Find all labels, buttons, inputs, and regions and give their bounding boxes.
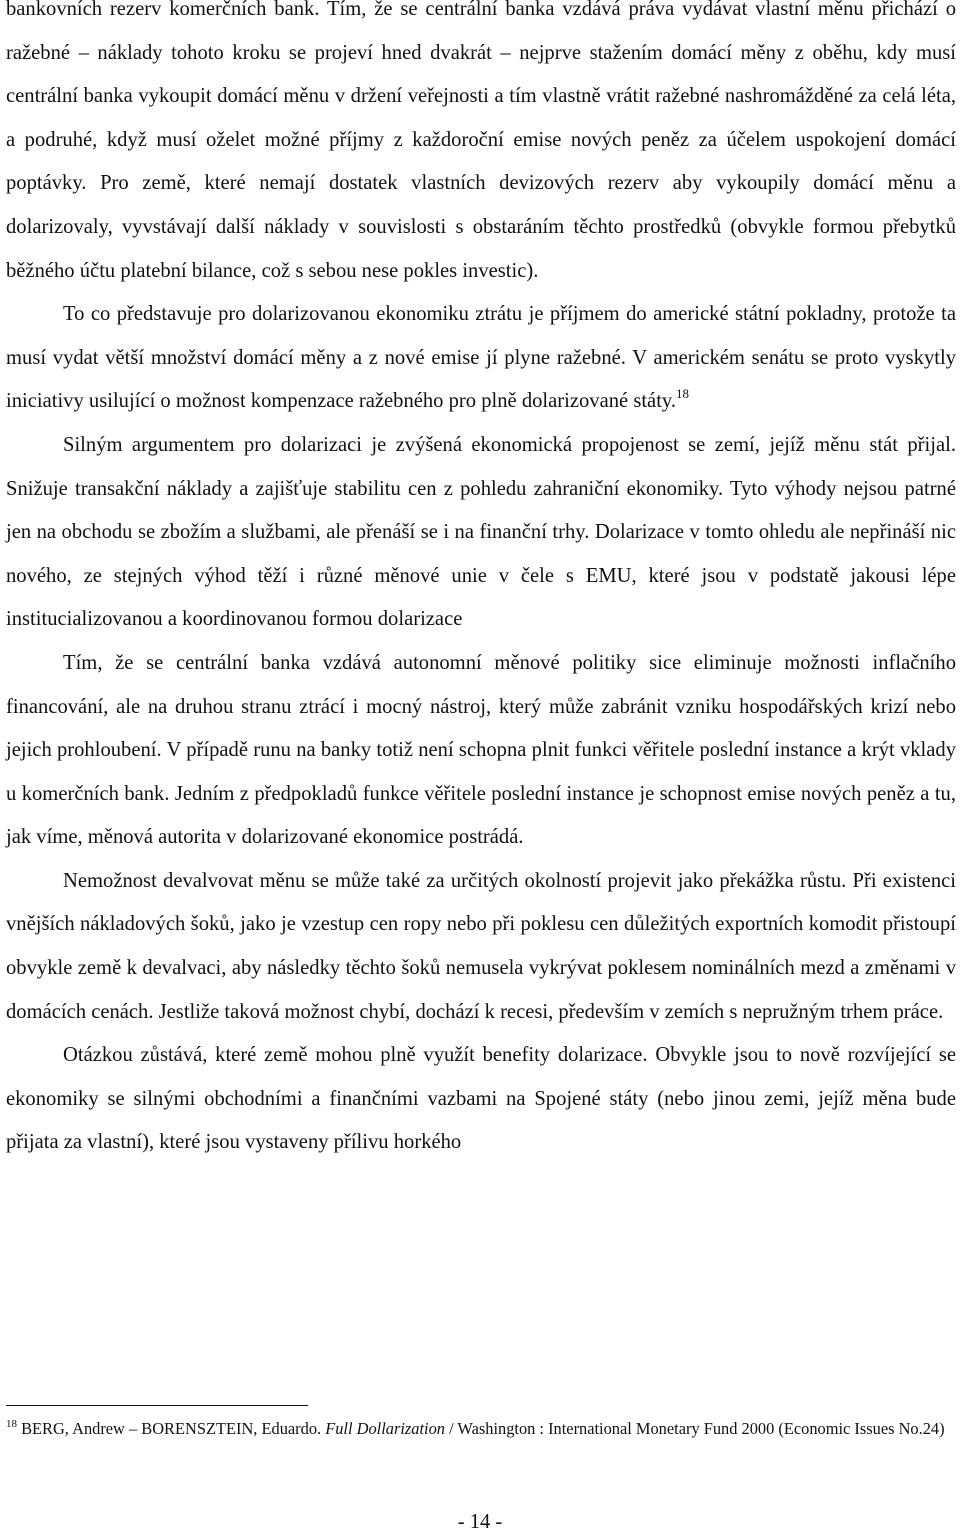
footnote-reference[interactable]: 18: [676, 386, 690, 402]
paragraph-text: Otázkou zůstává, které země mohou plně využít benefity dolarizace. Obvykle jsou to nově rozvíjející se ekonomiky se silnými obchodními a finančními vazbami na Spojené státy (nebo jinou zemi, jejíž měna bude přijata za vlastní), které jsou vystaveny přílivu horkého: [6, 1044, 956, 1154]
paragraph: [6, 1034, 956, 1165]
paragraph-text: bankovních rezerv komerčních bank. Tím, že se centrální banka vzdává práva vydávat vlastní měnu přichází o ražebné – náklady tohoto kroku se projeví hned dvakrát – nejprve stažením domácí měny z oběhu, kdy musí centrální banka vykoupit domácí měnu v držení veřejnosti a tím vlastně vrátit ražebné nashromážděné za celá léta, a podruhé, když musí oželet možné příjmy z každoroční emise nových peněz za účelem uspokojení domácí poptávky. Pro země, které nemají dostatek vlastních devizových rezerv aby vykoupily domácí měnu a dolarizovaly, vyvstávají další náklady v souvislosti s obstaráním těchto prostředků (obvykle formou přebytků běžného účtu platební bilance, což s sebou nese pokles investic).: [6, 0, 956, 282]
paragraph-text: Silným argumentem pro dolarizaci je zvýšená ekonomická propojenost se zemí, jejíž měnu stát přijal. Snižuje transakční náklady a zajišťuje stabilitu cen z pohledu zahraniční ekonomiky. Tyto výhody nejsou patrné jen na obchodu se zbožím a službami, ale přenáší se i na finanční trhy. Dolarizace v tomto ohledu ale nepřináší nic nového, ze stejných výhod těží i různé měnové unie v čele s EMU, které jsou v podstatě jakousi lépe institucializovanou a koordinovanou formou dolarizace: [6, 433, 956, 631]
paragraph: [6, 293, 956, 424]
paragraph-text: Tím, že se centrální banka vzdává autonomní měnové politiky sice eliminuje možnosti inflačního financování, ale na druhou stranu ztrácí i mocný nástroj, který může zabránit vzniku hospodářských krizí nebo jejich prohloubení. V případě runu na banky totiž není schopna plnit funkci věřitele poslední instance a krýt vklady u komerčních bank. Jedním z předpokladů funkce věřitele poslední instance je schopnost emise nových peněz a tu, jak víme, měnová autorita v dolarizované ekonomice postrádá.: [6, 651, 956, 849]
document-body: [6, 0, 956, 1165]
paragraph-text: To co představuje pro dolarizovanou ekonomiku ztrátu je příjmem do americké státní pokladny, protože ta musí vydat větší množství domácí měny a z nové emise jí plyne ražebné. V americkém senátu se proto vyskytly iniciativy usilující o možnost kompenzace ražebného pro plně dolarizované státy.: [6, 303, 956, 413]
paragraph: [6, 0, 956, 293]
footnote-separator: [6, 1405, 308, 1406]
paragraph: [6, 860, 956, 1034]
page-number: - 14 -: [457, 1511, 503, 1533]
footnote: [6, 1416, 956, 1441]
paragraph: [6, 424, 956, 642]
footnote-publication: / Washington : International Monetary Fund 2000 (Economic Issues No.24): [444, 1419, 945, 1438]
footnote-authors: BERG, Andrew – BORENSZTEIN, Eduardo.: [17, 1419, 326, 1438]
footnote-number: 18: [6, 1418, 17, 1430]
footnote-title: Full Dollarization: [325, 1419, 445, 1438]
paragraph: [6, 642, 956, 860]
paragraph-text: Nemožnost devalvovat měnu se může také za určitých okolností projevit jako překážka růstu. Při existenci vnějších nákladových šoků, jako je vzestup cen ropy nebo při poklesu cen důležitých exportních komodit přistoupí obvykle země k devalvaci, aby následky těchto šoků nemusela vykrývat poklesem nominálních mezd a změnami v domácích cenách. Jestliže taková možnost chybí, dochází k recesi, především v zemích s nepružným trhem práce.: [6, 869, 956, 1023]
